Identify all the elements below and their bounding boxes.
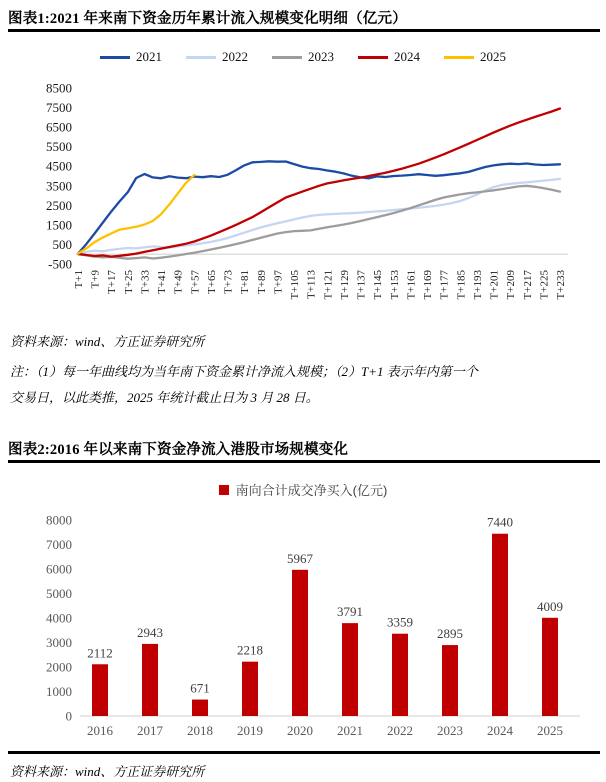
svg-text:2021: 2021 <box>337 723 363 738</box>
svg-text:T+57: T+57 <box>189 270 202 294</box>
legend-item-2024 <box>358 49 420 65</box>
svg-text:T+217: T+217 <box>521 270 534 300</box>
legend-item-2023 <box>272 49 334 65</box>
legend-item-label: 2023 <box>308 49 334 64</box>
figure1-title-rule <box>8 29 600 32</box>
line-chart <box>0 70 606 326</box>
figure1-note-line2: 交易日，以此类推，2025 年统计截止日为 3 月 28 日。 <box>10 390 319 405</box>
svg-text:T+41: T+41 <box>156 270 169 294</box>
legend-item-2021 <box>100 49 162 65</box>
svg-text:7440: 7440 <box>487 514 513 530</box>
svg-text:T+25: T+25 <box>122 270 135 294</box>
svg-text:T+105: T+105 <box>289 270 302 300</box>
legend-item-label: 2022 <box>222 49 248 64</box>
svg-text:T+17: T+17 <box>106 270 119 294</box>
legend-line-swatch <box>186 56 216 59</box>
svg-text:6500: 6500 <box>46 119 72 135</box>
svg-text:3791: 3791 <box>337 604 363 620</box>
svg-text:5000: 5000 <box>46 586 72 601</box>
svg-text:T+1: T+1 <box>73 270 85 289</box>
svg-text:671: 671 <box>190 680 210 696</box>
legend-line-swatch <box>444 56 474 59</box>
svg-text:T+145: T+145 <box>372 270 385 300</box>
figure2-title: 图表2:2016 年以来南下资金净流入港股市场规模变化 <box>8 442 349 458</box>
legend-item-2022 <box>186 49 248 65</box>
legend-item-label: 2021 <box>136 49 162 64</box>
legend-item-2025 <box>444 49 506 65</box>
svg-text:T+73: T+73 <box>222 270 235 294</box>
svg-text:7000: 7000 <box>46 537 72 552</box>
svg-text:2000: 2000 <box>46 659 72 675</box>
svg-text:6000: 6000 <box>46 561 72 577</box>
svg-text:2024: 2024 <box>487 723 513 738</box>
figure2-legend <box>0 480 606 499</box>
svg-text:T+33: T+33 <box>139 270 152 294</box>
svg-text:1500: 1500 <box>46 217 72 233</box>
svg-text:T+177: T+177 <box>438 270 451 300</box>
svg-text:T+169: T+169 <box>422 270 435 300</box>
svg-text:2025: 2025 <box>537 723 563 738</box>
figure1-source: 资料来源：wind、方正证券研究所 <box>10 334 205 349</box>
svg-text:T+129: T+129 <box>338 270 351 300</box>
svg-text:T+9: T+9 <box>89 270 102 289</box>
svg-text:T+161: T+161 <box>405 270 418 300</box>
svg-text:2018: 2018 <box>187 723 213 738</box>
svg-text:T+185: T+185 <box>455 270 468 300</box>
svg-text:5500: 5500 <box>46 139 72 155</box>
svg-text:T+97: T+97 <box>272 270 285 294</box>
svg-text:2016: 2016 <box>87 723 113 738</box>
svg-text:0: 0 <box>65 708 72 724</box>
legend-item-label: 2024 <box>394 49 420 64</box>
svg-text:2500: 2500 <box>46 197 72 213</box>
legend-square-icon <box>219 485 229 495</box>
svg-text:2895: 2895 <box>437 626 463 642</box>
svg-text:2017: 2017 <box>137 723 163 738</box>
svg-text:3500: 3500 <box>46 178 72 194</box>
svg-text:2020: 2020 <box>287 723 313 738</box>
figure1-title: 图表1:2021 年来南下资金历年累计流入规模变化明细（亿元） <box>8 11 407 27</box>
svg-text:T+201: T+201 <box>488 269 501 300</box>
legend-line-swatch <box>358 56 388 59</box>
figure1-legend <box>0 49 606 65</box>
svg-text:2022: 2022 <box>387 723 413 738</box>
svg-text:2023: 2023 <box>437 723 463 738</box>
svg-text:T+193: T+193 <box>471 270 484 300</box>
svg-text:3359: 3359 <box>387 614 413 630</box>
svg-text:2943: 2943 <box>137 624 163 640</box>
figure2-bottom-rule <box>8 751 600 754</box>
svg-text:2218: 2218 <box>237 642 263 658</box>
svg-text:T+121: T+121 <box>322 270 335 300</box>
legend-item-label: 2025 <box>480 49 506 64</box>
svg-text:4500: 4500 <box>46 158 72 174</box>
svg-text:3000: 3000 <box>46 635 72 650</box>
figure1-note-line1: 注：（1）每一年曲线均为当年南下资金累计净流入规模；（2）T+1 表示年内第一个 <box>10 364 478 379</box>
figure2-legend-label: 南向合计成交净买入(亿元) <box>235 483 388 498</box>
legend-line-swatch <box>272 56 302 59</box>
svg-text:T+233: T+233 <box>555 270 567 300</box>
svg-text:-500: -500 <box>48 256 72 272</box>
svg-text:T+209: T+209 <box>505 270 518 300</box>
svg-text:T+225: T+225 <box>538 270 551 300</box>
svg-text:T+81: T+81 <box>239 270 252 294</box>
svg-text:T+65: T+65 <box>205 270 218 294</box>
svg-text:4000: 4000 <box>46 610 72 626</box>
svg-text:5967: 5967 <box>287 550 313 566</box>
svg-text:T+153: T+153 <box>388 270 401 300</box>
svg-text:4009: 4009 <box>537 598 563 614</box>
legend-line-swatch <box>100 56 130 59</box>
svg-text:2112: 2112 <box>87 645 113 661</box>
svg-text:1000: 1000 <box>46 684 72 699</box>
svg-text:T+49: T+49 <box>172 270 185 294</box>
figure2-source: 资料来源：wind、方正证券研究所 <box>10 764 205 779</box>
svg-text:T+137: T+137 <box>355 270 368 300</box>
bar-chart <box>0 500 606 750</box>
svg-text:T+113: T+113 <box>305 270 318 300</box>
svg-text:7500: 7500 <box>46 100 72 116</box>
svg-text:500: 500 <box>52 236 72 252</box>
figure2-title-rule <box>8 460 600 463</box>
svg-text:2019: 2019 <box>237 723 263 738</box>
svg-text:8500: 8500 <box>46 80 72 96</box>
svg-text:8000: 8000 <box>46 512 72 528</box>
svg-text:T+89: T+89 <box>255 270 268 294</box>
